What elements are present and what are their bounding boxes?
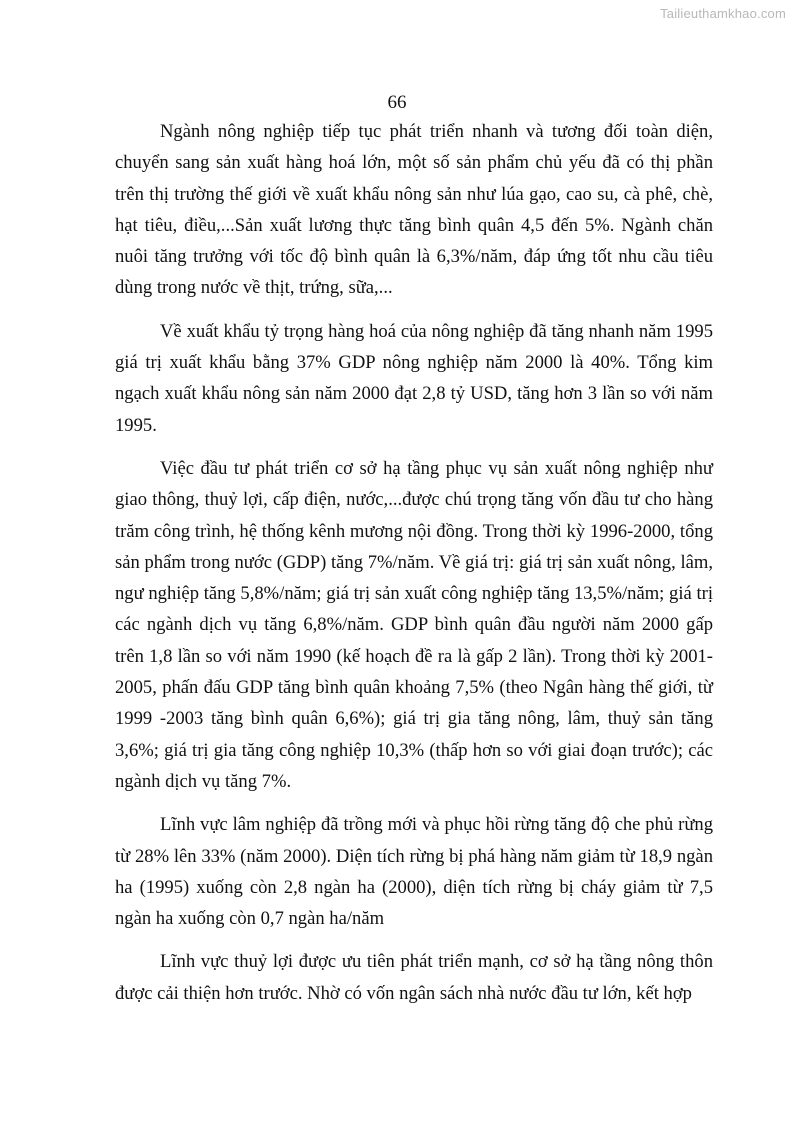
paragraph-agricultural-export: Về xuất khẩu tỷ trọng hàng hoá của nông nghiệp đã tăng nhanh năm 1995 giá trị xuất khẩu bằng 37% GDP nông nghiệp năm 2000 là 40%. Tổng kim ngạch xuất khẩu nông sản năm 2000 đạt 2,8 tỷ USD, tăng hơn 3 lần so với năm 1995. — [115, 320, 713, 436]
paragraph-agriculture-development: Ngành nông nghiệp tiếp tục phát triển nhanh và tương đối toàn diện, chuyển sang sản xuất hàng hoá lớn, một số sản phẩm chủ yếu đã có thị phần trên thị trường thế giới về xuất khẩu nông sản như lúa gạo, cao su, cà phê, chè, hạt tiêu, điều,...Sản xuất lương thực tăng bình quân 4,5 đến 5%. Ngành chăn nuôi tăng trưởng với tốc độ bình quân là 6,3%/năm, đáp ứng tốt nhu cầu tiêu dùng trong nước về thịt, trứng, sữa,... — [115, 121, 713, 299]
watermark: Tailieuthamkhao.com — [660, 6, 786, 21]
document-body — [115, 116, 713, 1021]
page-number: 66 — [387, 92, 407, 113]
paragraph-irrigation: Lĩnh vực thuỷ lợi được ưu tiên phát triển mạnh, cơ sở hạ tầng nông thôn được cải thiện hơn trước. Nhờ có vốn ngân sách nhà nước đầu tư lớn, kết hợp — [115, 951, 713, 1004]
paragraph-forestry: Lĩnh vực lâm nghiệp đã trồng mới và phục hồi rừng tăng độ che phủ rừng từ 28% lên 33% (năm 2000). Diện tích rừng bị phá hàng năm giảm từ 18,9 ngàn ha (1995) xuống còn 2,8 ngàn ha (2000), diện tích rừng bị cháy giảm từ 7,5 ngàn ha xuống còn 0,7 ngàn ha/năm — [115, 814, 713, 930]
paragraph-infrastructure-investment: Việc đầu tư phát triển cơ sở hạ tầng phục vụ sản xuất nông nghiệp như giao thông, thuỷ lợi, cấp điện, nước,...được chú trọng tăng vốn đầu tư cho hàng trăm công trình, hệ thống kênh mương nội đồng. Trong thời kỳ 1996-2000, tổng sản phẩm trong nước (GDP) tăng 7%/năm. Về giá trị: giá trị sản xuất nông, lâm, ngư nghiệp tăng 5,8%/năm; giá trị sản xuất công nghiệp tăng 13,5%/năm; giá trị các ngành dịch vụ tăng 6,8%/năm. GDP bình quân đầu người năm 2000 gấp trên 1,8 lần so với năm 1990 (kế hoạch đề ra là gấp 2 lần). Trong thời kỳ 2001-2005, phấn đấu GDP tăng bình quân khoảng 7,5% (theo Ngân hàng thế giới, từ 1999 -2003 tăng bình quân 6,6%); giá trị gia tăng nông, lâm, thuỷ sản tăng 3,6%; giá trị gia tăng công nghiệp 10,3% (thấp hơn so với giai đoạn trước); các ngành dịch vụ tăng 7%. — [115, 457, 713, 792]
